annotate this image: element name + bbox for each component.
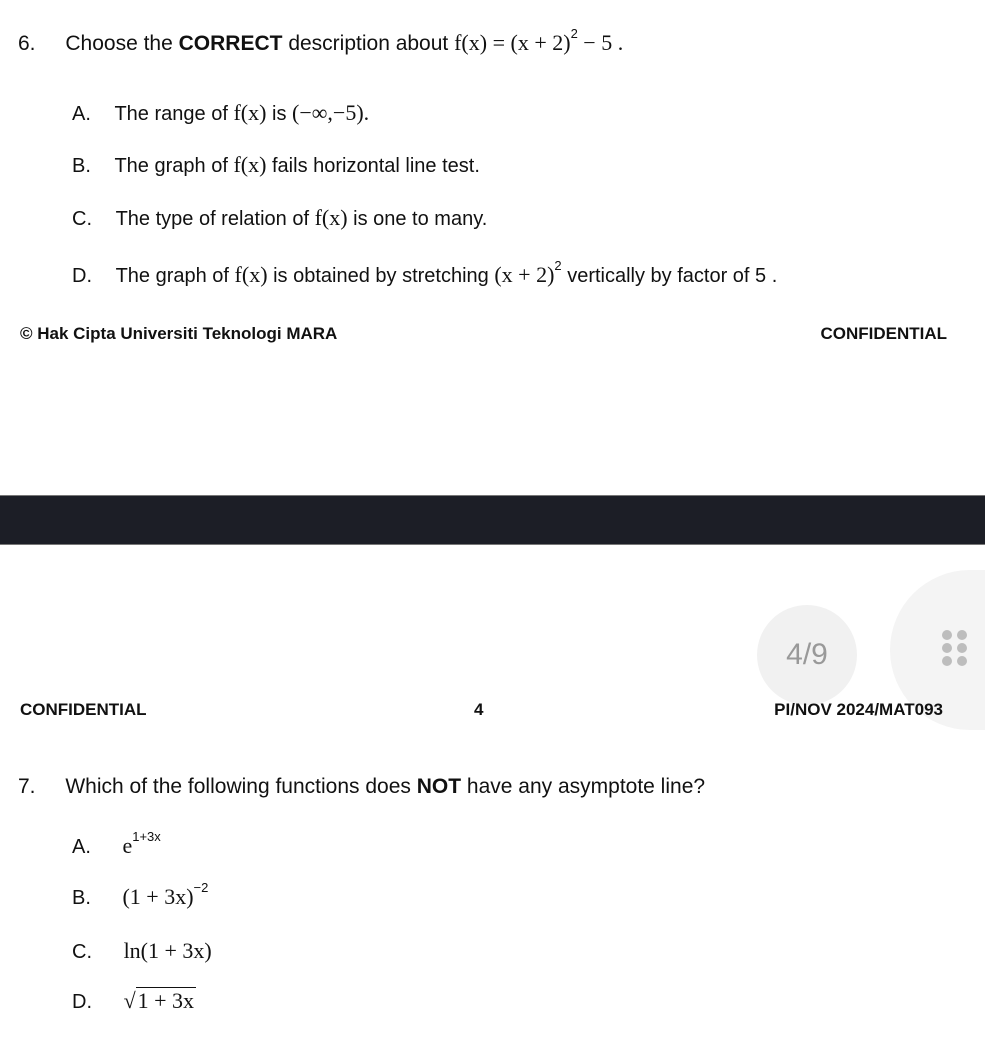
text: is obtained by stretching <box>273 265 489 287</box>
page-separator <box>0 495 985 545</box>
option-c <box>72 938 212 964</box>
text: is one to many. <box>353 208 488 230</box>
option-c <box>72 205 487 231</box>
text: f(x) <box>314 205 348 230</box>
text: f(x) <box>233 152 267 177</box>
text: 1 + 3x <box>137 988 195 1013</box>
page-number: 4 <box>474 700 484 719</box>
page-indicator: 4/9 <box>757 605 857 705</box>
exponent: 2 <box>570 26 578 41</box>
dots-menu-icon[interactable] <box>942 630 969 666</box>
course-code: PI/NOV 2024/MAT093 <box>774 700 943 719</box>
question-7-stem <box>18 775 705 799</box>
question-6-stem <box>18 26 624 56</box>
option-a <box>72 100 369 126</box>
text: vertically by factor of 5 . <box>567 265 778 287</box>
question-number: 6. <box>18 32 36 55</box>
text: The range of <box>114 103 228 125</box>
stem-text: Choose the <box>65 32 173 55</box>
text: 7. <box>18 775 36 798</box>
stem-text: description about <box>288 32 449 55</box>
text: C. <box>72 208 92 230</box>
text: is <box>272 103 287 125</box>
text: 2 <box>554 258 562 274</box>
text: A. <box>72 103 91 125</box>
text: A. <box>72 836 91 858</box>
text: have any asymptote line? <box>466 775 706 798</box>
text: NOT <box>416 775 462 798</box>
stem-emphasis: CORRECT <box>178 32 283 55</box>
text: fails horizontal line test. <box>272 155 480 177</box>
text: B. <box>72 887 91 909</box>
option-a <box>72 829 161 859</box>
text: Which of the following functions does <box>65 775 411 798</box>
text: B. <box>72 155 91 177</box>
text: f(x) <box>233 100 267 125</box>
text: e <box>122 833 133 858</box>
option-b <box>72 152 480 178</box>
text: D. <box>72 265 92 287</box>
text: The graph of <box>114 155 228 177</box>
option-d <box>72 258 778 288</box>
text: −2 <box>193 880 209 896</box>
copyright-footer: © Hak Cipta Universiti Teknologi MARA <box>20 324 338 343</box>
confidential-footer: CONFIDENTIAL <box>820 324 947 343</box>
text: (x + 2) <box>494 262 555 287</box>
option-d <box>72 988 196 1014</box>
text: √ <box>123 988 136 1013</box>
text: (−∞,−5). <box>292 100 370 125</box>
confidential-header: CONFIDENTIAL <box>20 700 147 719</box>
text: The graph of <box>115 265 229 287</box>
text: ln(1 + 3x) <box>123 938 212 963</box>
text: 1+3x <box>132 829 161 845</box>
text: C. <box>72 941 92 963</box>
option-b <box>72 880 209 910</box>
text: f(x) <box>234 262 268 287</box>
text: (1 + 3x) <box>122 884 194 909</box>
function-expression: f(x) = (x + 2) <box>454 30 571 55</box>
function-tail: − 5 . <box>577 30 624 55</box>
text: The type of relation of <box>115 208 310 230</box>
text: D. <box>72 991 92 1013</box>
